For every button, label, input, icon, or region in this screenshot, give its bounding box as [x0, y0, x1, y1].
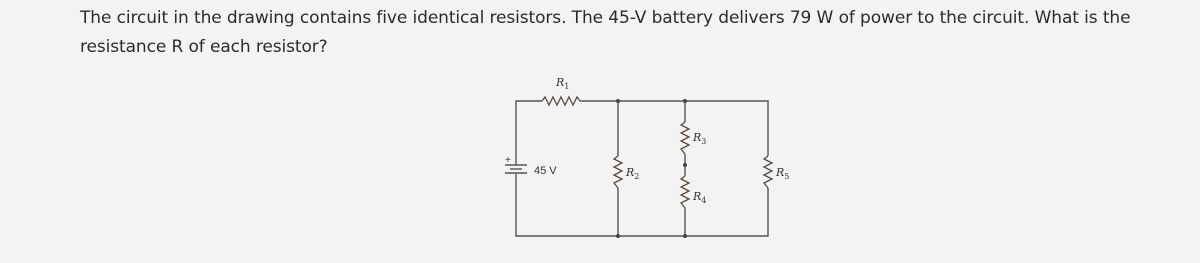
resistor-r4-label: $R_4$ [693, 190, 707, 205]
resistor-r2-label: $R_2$ [626, 166, 640, 181]
circuit-diagram [490, 70, 810, 250]
resistor-r5 [764, 156, 772, 188]
battery-symbol [505, 155, 557, 177]
resistor-r4 [681, 176, 689, 208]
resistor-r1-label: $R_1$ [556, 76, 570, 91]
resistor-r1 [542, 97, 582, 105]
resistor-r3 [681, 122, 689, 154]
resistor-r3-label: $R_3$ [693, 131, 707, 146]
resistor-r5-label: $R_5$ [776, 166, 790, 181]
battery-plus-sign: + [505, 155, 511, 166]
question-text [80, 4, 1180, 62]
battery-voltage-label: 45 V [534, 165, 557, 177]
resistor-r2 [614, 156, 622, 188]
question-line-1: The circuit in the drawing contains five identical resistors. The 45-V battery delivers 79 W of power to the circuit. What is the [80, 8, 1131, 28]
question-line-2: resistance R of each resistor? [80, 37, 328, 57]
